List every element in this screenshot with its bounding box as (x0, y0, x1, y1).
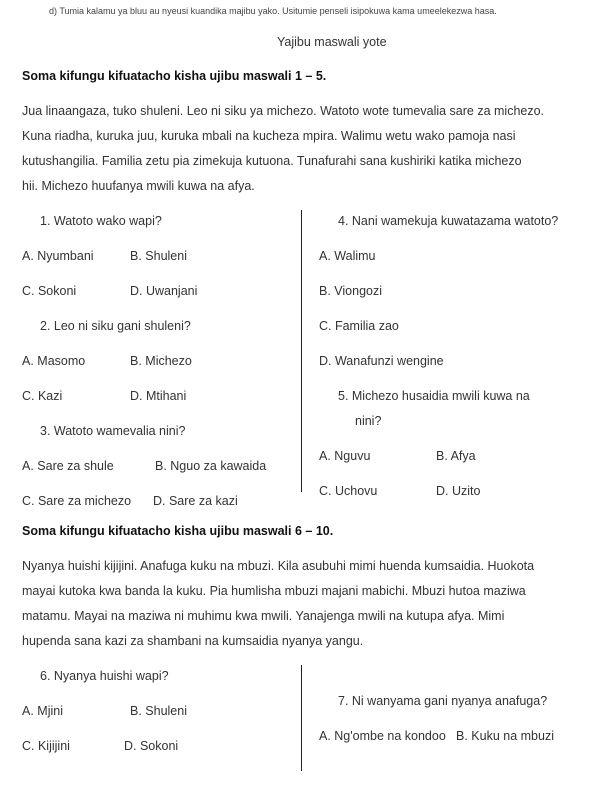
q2-option-b: B. Michezo (130, 354, 192, 368)
passage1-line: Jua linaangaza, tuko shuleni. Leo ni siku ya michezo. Watoto wote tumevalia sare za michezo. (22, 104, 545, 118)
section2-heading: Soma kifungu kifuatacho kisha ujibu maswali 6 – 10. (22, 524, 334, 538)
q2-option-c: C. Kazi (22, 389, 63, 403)
q3-option-b: B. Nguo za kawaida (155, 459, 267, 473)
q5-option-d: D. Uzito (436, 484, 481, 498)
q6-option-b: B. Shuleni (130, 704, 187, 718)
q3-option-d: D. Sare za kazi (153, 494, 238, 508)
question-2: 2. Leo ni siku gani shuleni? (40, 319, 191, 333)
q2-option-a: A. Masomo (22, 354, 86, 368)
q4-option-d: D. Wanafunzi wengine (319, 354, 444, 368)
passage1-line: kutushangilia. Familia zetu pia zimekuja kutuona. Tunafurahi sana kushiriki katika michezo (22, 154, 522, 168)
q2-option-d: D. Mtihani (130, 389, 187, 403)
q1-option-d: D. Uwanjani (130, 284, 198, 298)
q1-option-c: C. Sokoni (22, 284, 77, 298)
q6-option-d: D. Sokoni (124, 739, 179, 753)
passage2-line: Nyanya huishi kijijini. Anafuga kuku na mbuzi. Kila asubuhi mimi huenda kumsaidia. Huokota (22, 559, 535, 573)
q5-option-a: A. Nguvu (319, 449, 371, 463)
question-5: 5. Michezo husaidia mwili kuwa na (338, 389, 530, 403)
q4-option-b: B. Viongozi (319, 284, 383, 298)
column-divider (301, 665, 302, 771)
instruction-d: d) Tumia kalamu ya bluu au nyeusi kuandika majibu yako. Usitumie penseli isipokuwa kama umeelekezwa hasa. (49, 6, 497, 16)
q4-option-c: C. Familia zao (319, 319, 399, 333)
q5-option-c: C. Uchovu (319, 484, 378, 498)
passage1-line: Kuna riadha, kuruka juu, kuruka mbali na kucheza mpira. Walimu wetu wako pamoja nasi (22, 129, 516, 143)
question-4: 4. Nani wamekuja kuwatazama watoto? (338, 214, 559, 228)
q6-option-c: C. Kijijini (22, 739, 70, 753)
q6-option-a: A. Mjini (22, 704, 63, 718)
q5-option-b: B. Afya (436, 449, 476, 463)
q7-option-b: B. Kuku na mbuzi (456, 729, 554, 743)
column-divider (301, 210, 302, 492)
question-3: 3. Watoto wamevalia nini? (40, 424, 186, 438)
passage1-line: hii. Michezo huufanya mwili kuwa na afya. (22, 179, 255, 193)
page-title: Yajibu maswali yote (277, 35, 387, 49)
q7-option-a: A. Ng'ombe na kondoo (319, 729, 446, 743)
question-7: 7. Ni wanyama gani nyanya anafuga? (338, 694, 548, 708)
question-1: 1. Watoto wako wapi? (40, 214, 162, 228)
section1-heading: Soma kifungu kifuatacho kisha ujibu maswali 1 – 5. (22, 69, 327, 83)
q1-option-a: A. Nyumbani (22, 249, 94, 263)
passage2-line: mayai kutoka kwa banda la kuku. Pia humlisha mbuzi majani mabichi. Mbuzi hutoa maziwa (22, 584, 526, 598)
q1-option-b: B. Shuleni (130, 249, 187, 263)
question-6: 6. Nyanya huishi wapi? (40, 669, 169, 683)
passage2-line: matamu. Mayai na maziwa ni muhimu kwa mwili. Yanajenga mwili na kutupa afya. Mimi (22, 609, 505, 623)
question-5-cont: nini? (355, 414, 382, 428)
q3-option-a: A. Sare za shule (22, 459, 114, 473)
q4-option-a: A. Walimu (319, 249, 376, 263)
q3-option-c: C. Sare za michezo (22, 494, 132, 508)
passage2-line: hupenda sana kazi za shambani na kumsaidia nyanya yangu. (22, 634, 364, 648)
